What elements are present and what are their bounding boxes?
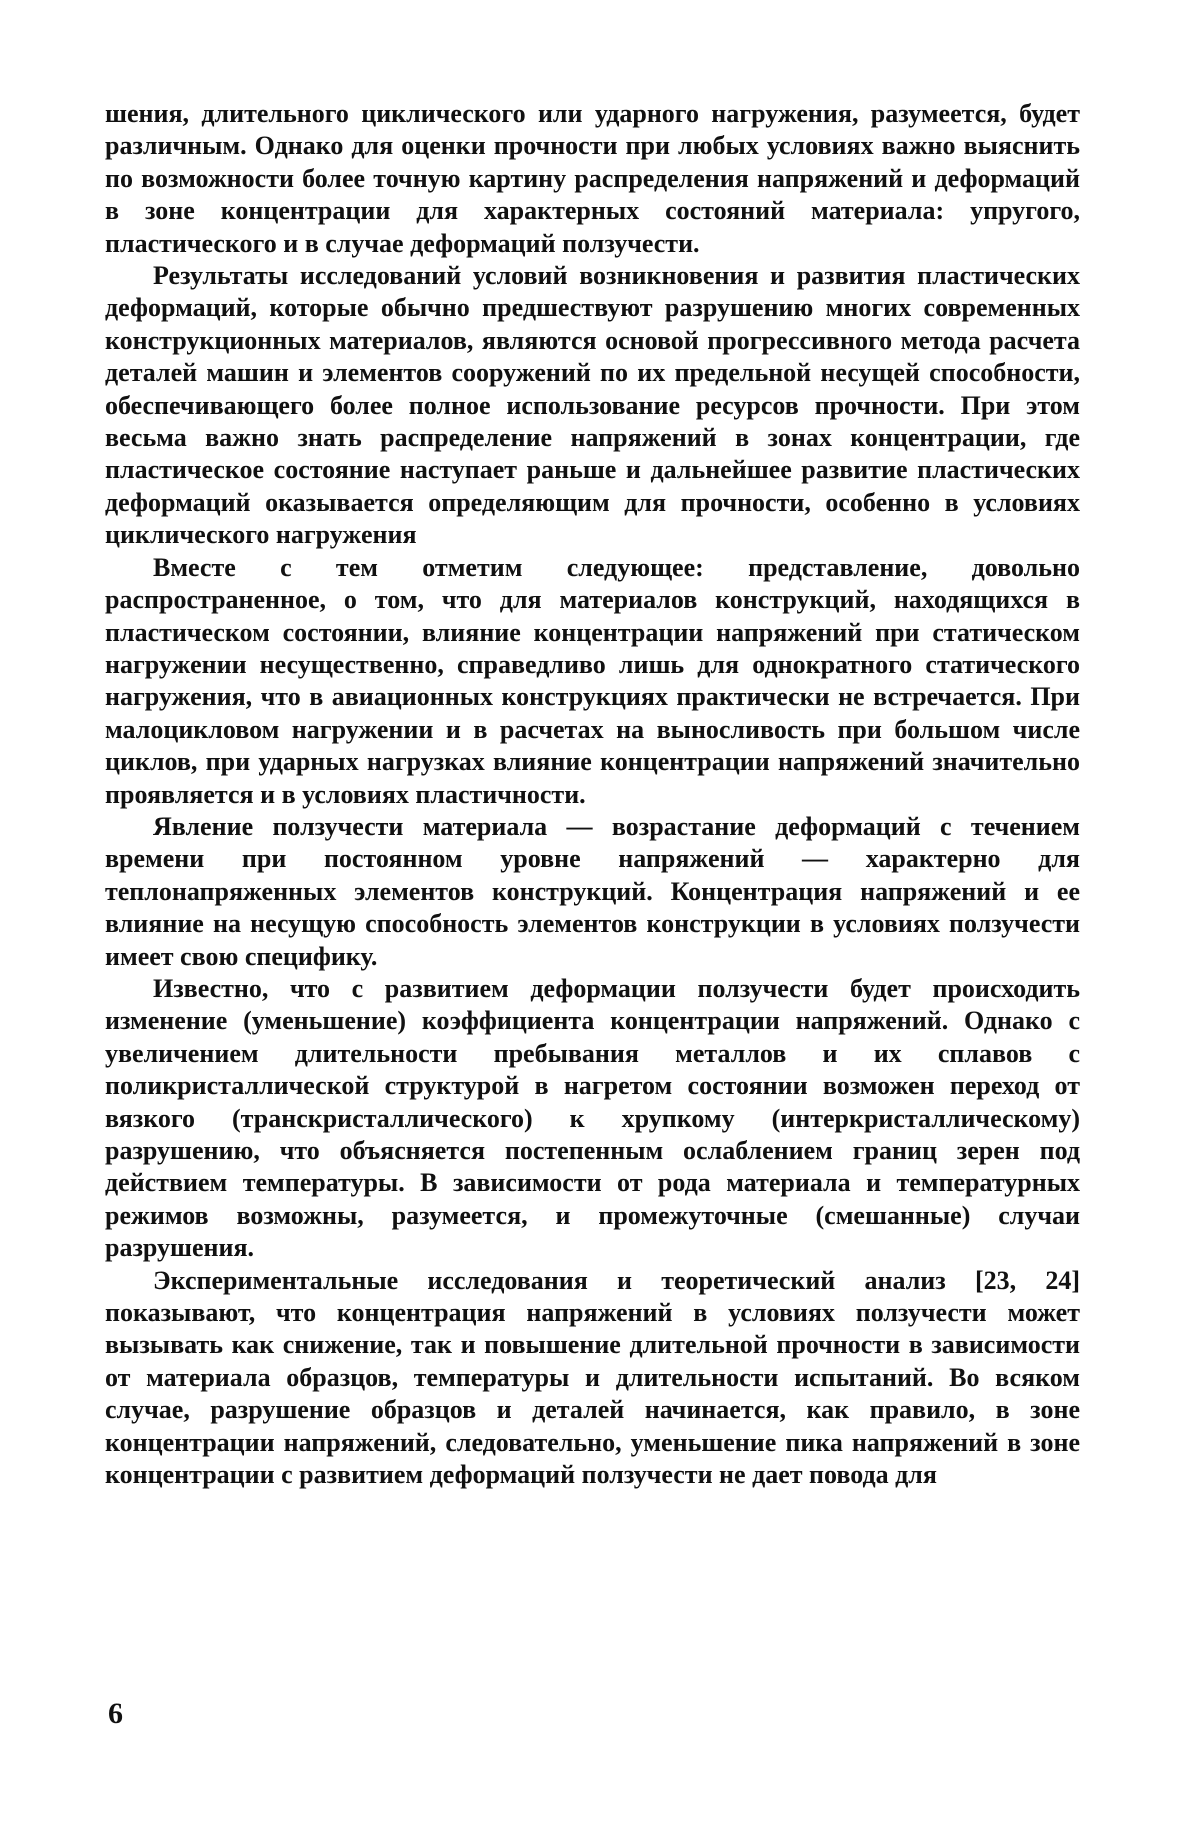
paragraph-5: Известно, что с развитием деформации ползучести будет происходить изменение (уменьшение) коэффициента концентрации напряжений. Однако с увеличением длительности пребывания металлов и их сплавов с поликристаллической структурой в нагретом состоянии возможен переход от вязкого (транскристаллического) к хрупкому (интеркристаллическому) разрушению, что объясняется постепенным ослаблением границ зерен под действием температуры. В зависимости от рода материала и температурных режимов возможны, разумеется, и промежуточные (смешанные) случаи разрушения. xyxy=(105,973,1080,1263)
paragraph-2: Результаты исследований условий возникновения и развития пластических деформаций, которые обычно предшествуют разрушению многих современных конструкционных материалов, являются основой прогрессивного метода расчета деталей машин и элементов сооружений по их предельной несущей способности, обеспечивающего более полное использование ресурсов прочности. При этом весьма важно знать распределение напряжений в зонах концентрации, где пластическое состояние наступает раньше и дальнейшее развитие пластических деформаций оказывается определяющим для прочности, особенно в условиях циклического нагружения xyxy=(105,261,1080,550)
paragraph-6: Экспериментальные исследования и теоретический анализ [23, 24] показывают, что концентрация напряжений в условиях ползучести может вызывать как снижение, так и повышение длительной прочности в зависимости от материала образцов, температуры и длительности испытаний. Во всяком случае, разрушение образцов и деталей начинается, как правило, в зоне концентрации напряжений, следовательно, уменьшение пика напряжений в зоне концентрации с развитием деформаций ползучести не дает повода для xyxy=(105,1265,1080,1490)
page-number: 6 xyxy=(108,1697,123,1730)
paragraph-3: Вместе с тем отметим следующее: представление, довольно распространенное, о том, что для материалов конструкций, находящихся в пластическом состоянии, влияние концентрации напряжений при статическом нагружении несущественно, справедливо лишь для однократного статического нагружения, что в авиационных конструкциях практически не встречается. При малоцикловом нагружении и в расчетах на выносливость при большом числе циклов, при ударных нагрузках влияние концентрации напряжений значительно проявляется и в условиях пластичности. xyxy=(105,552,1080,809)
paragraph-1: шения, длительного циклического или ударного нагружения, разумеется, будет различным. Однако для оценки прочности при любых условиях важно выяснить по возможности более точную картину распределения напряжений и деформаций в зоне концентрации для характерных состояний материала: упругого, пластического и в случае деформаций ползучести. xyxy=(105,99,1080,258)
paragraph-4: Явление ползучести материала — возрастание деформаций с течением времени при постоянном уровне напряжений — характерно для теплонапряженных элементов конструкций. Концентрация напряжений и ее влияние на несущую способность элементов конструкции в условиях ползучести имеет свою специфику. xyxy=(105,811,1080,971)
body-text xyxy=(105,98,1080,1491)
